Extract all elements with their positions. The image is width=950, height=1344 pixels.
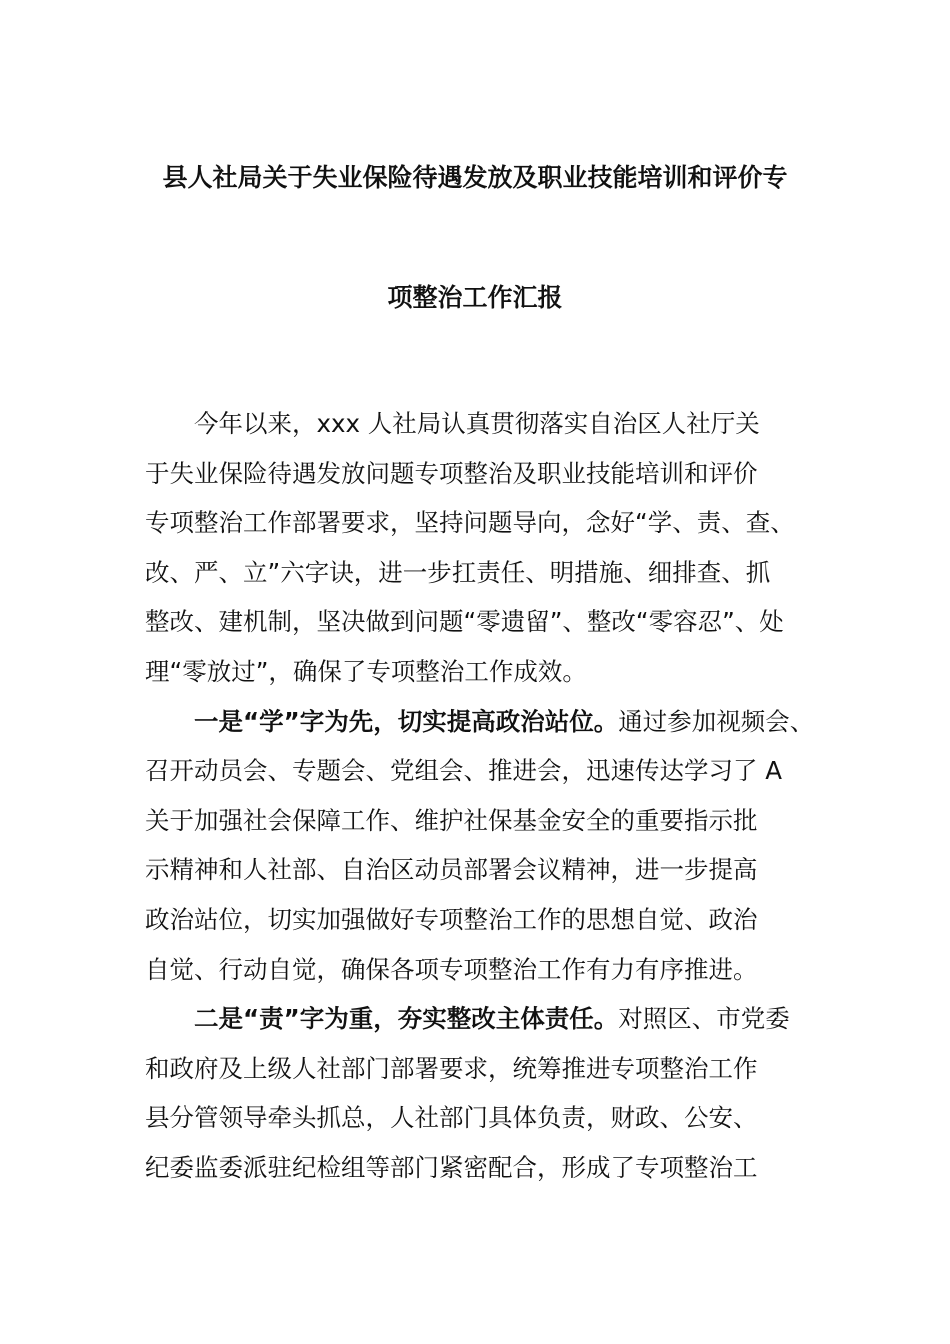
paragraph-2-line-6 bbox=[145, 945, 825, 995]
document-title-line-1: 县人社局关于失业保险待遇发放及职业技能培训和评价专 bbox=[162, 163, 788, 192]
line-text: 对照区、市党委 bbox=[618, 1004, 790, 1034]
paragraph-3-line-4 bbox=[145, 1143, 825, 1193]
line-text: 专项整治工作部署要求，坚持问题导向，念好“学、责、查、 bbox=[145, 508, 795, 538]
paragraph-3-line-3 bbox=[145, 1093, 825, 1143]
paragraph-3-line-2 bbox=[145, 1044, 825, 1094]
line-text: 整改、建机制，坚决做到问题“零遗留”、整改“零容忍”、处 bbox=[145, 607, 784, 637]
line-text: 理“零放过”，确保了专项整治工作成效。 bbox=[145, 656, 587, 686]
paragraph-3-line-1 bbox=[145, 994, 825, 1044]
document-title-line-2: 项整治工作汇报 bbox=[387, 283, 563, 312]
line-text: 改、严、立”六字诀，进一步扛责任、明措施、细排查、抓 bbox=[145, 557, 771, 587]
line-text: 和政府及上级人社部门部署要求，统筹推进专项整治工作 bbox=[145, 1053, 758, 1083]
paragraph-1-line-2 bbox=[145, 449, 825, 499]
line-text: 政治站位，切实加强做好专项整治工作的思想自觉、政治 bbox=[145, 904, 758, 934]
paragraph-heading: 一是“学”字为先，切实提高政治站位。 bbox=[194, 706, 619, 736]
paragraph-2-line-3 bbox=[145, 796, 825, 846]
line-text: 纪委监委派驻纪检组等部门紧密配合，形成了专项整治工 bbox=[145, 1152, 758, 1182]
paragraph-1-line-6 bbox=[145, 647, 825, 697]
paragraph-2-line-4 bbox=[145, 845, 825, 895]
paragraph-1-line-5 bbox=[145, 597, 825, 647]
paragraph-1-line-1 bbox=[145, 399, 825, 449]
paragraph-2-line-5 bbox=[145, 895, 825, 945]
line-text: 于失业保险待遇发放问题专项整治及职业技能培训和评价 bbox=[145, 458, 758, 488]
line-text: 县分管领导牵头抓总，人社部门具体负责，财政、公安、 bbox=[145, 1103, 758, 1133]
line-text: 召开动员会、专题会、党组会、推进会，迅速传达学习了 A bbox=[145, 756, 783, 786]
paragraph-2-line-2 bbox=[145, 746, 825, 796]
document-body bbox=[145, 399, 825, 1193]
line-text: 示精神和人社部、自治区动员部署会议精神，进一步提高 bbox=[145, 855, 758, 885]
paragraph-2-line-1 bbox=[145, 697, 825, 747]
line-text: 关于加强社会保障工作、维护社保基金安全的重要指示批 bbox=[145, 805, 758, 835]
paragraph-heading: 二是“责”字为重，夯实整改主体责任。 bbox=[194, 1004, 619, 1034]
paragraph-1-line-3 bbox=[145, 498, 825, 548]
line-text: 自觉、行动自觉，确保各项专项整治工作有力有序推进。 bbox=[145, 954, 758, 984]
paragraph-1-line-4 bbox=[145, 548, 825, 598]
line-text: 通过参加视频会、 bbox=[618, 706, 815, 736]
line-text: 今年以来，xxx 人社局认真贯彻落实自治区人社厅关 bbox=[194, 409, 760, 438]
